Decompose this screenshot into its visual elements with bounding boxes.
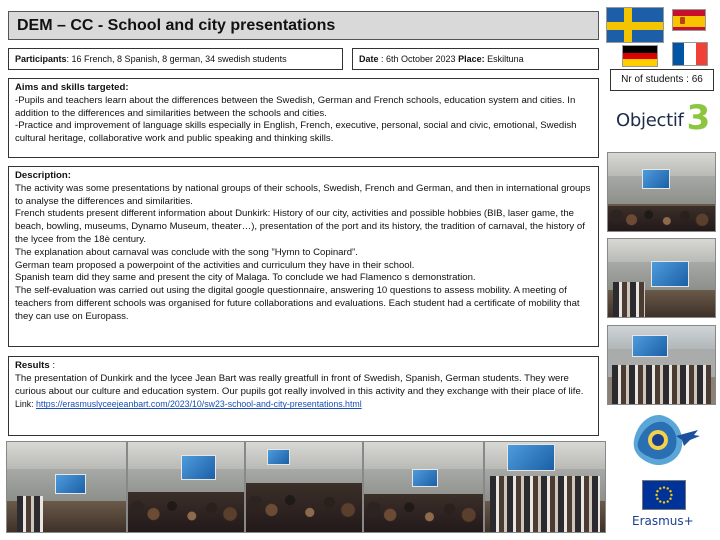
results-link-line: [15, 398, 592, 411]
student-count-box: Nr of students : 66: [610, 69, 714, 91]
erasmus-plus-logo: Erasmus+: [632, 514, 694, 528]
description-paragraph: The self-evaluation was carried out using the digital google questionnaire, answering 10 questions to assess mobility. A meeting of teachers from different schools was organised for future collaborations and evaluations. Each student had a certificate of mobility that they can use on Europass.: [15, 285, 580, 322]
participants-value: : 16 French, 8 Spanish, 8 german, 34 swedish students: [66, 54, 287, 64]
aims-line: -Practice and improvement of language skills especially in English, French, executive, personal, social and civic, emotional, Swedish cultural heritage, collaborative work and public speaking and thinking skills.: [15, 120, 577, 145]
germany-flag: [622, 45, 658, 67]
aims-box: [8, 78, 599, 158]
results-heading-suffix: :: [49, 360, 55, 371]
description-paragraph: Spanish team did they same and present the city of Malaga. To conclude we had Flamenco s demonstration.: [15, 272, 476, 284]
description-heading: Description:: [15, 170, 71, 181]
participants-label: Participants: [15, 54, 67, 64]
photo-bottom-4: [363, 441, 484, 533]
description-paragraph: French students present different information about Dunkirk: History of our city, activities and possible hobbies (BIB, laser game, the beach, bowling, museums, Dynamo Museum, theater…), presentation of the port and its history, the tradition of carnaval, the history of the lycee from the 18è century.: [15, 208, 585, 245]
description-box: [8, 166, 599, 347]
link-label: Link:: [15, 399, 37, 410]
photo-bottom-1: [6, 441, 127, 533]
description-paragraph: The activity was some presentations by national groups of their schools, Swedish, French and German, and then in international groups to analyse the differences and similarities.: [15, 182, 591, 207]
place-label: Place:: [458, 54, 485, 64]
objectif-3-logo: [616, 100, 710, 136]
description-paragraph: German team proposed a powerpoint of the activities and curriculum they have in their school.: [15, 259, 415, 271]
spain-flag: [672, 9, 706, 31]
participants-box: [8, 48, 343, 70]
results-text: The presentation of Dunkirk and the lycee Jean Bart was really greatfull in front of Swedish, Spanish, German students. They were curious about our culture and education system. Our pupils got really involved in this activity and they exchange with their place of life.: [15, 372, 584, 397]
objectif-word: Objectif: [616, 110, 684, 131]
photo-classroom-presentation-1: [607, 152, 716, 232]
page-title: DEM – CC - School and city presentations: [17, 17, 336, 34]
france-flag: [672, 42, 708, 66]
date-value: : 6th October 2023: [378, 54, 459, 64]
date-box: [352, 48, 599, 70]
eu-flag: [642, 480, 686, 510]
results-box: [8, 356, 599, 436]
aims-line: -Pupils and teachers learn about the differences between the Swedish, German and French schools, education system and cities. In addition to the differences and similarities between the schools and cities.: [15, 94, 576, 119]
results-heading: Results: [15, 360, 50, 371]
date-label: Date: [359, 54, 379, 64]
results-link[interactable]: https://erasmuslyceejeanbart.com/2023/10/sw23-school-and-city-presentations.html: [36, 399, 362, 410]
photo-group-students: [607, 325, 716, 405]
aims-heading: Aims and skills targeted:: [15, 82, 129, 93]
description-paragraph: The explanation about carnaval was conclude with the song ”Hymn to Copinard”.: [15, 246, 358, 258]
place-value: Eskiltuna: [484, 54, 524, 64]
results-heading-line: [15, 360, 592, 373]
erasmus-project-emblem: [624, 410, 702, 472]
sweden-flag: [606, 7, 664, 43]
title-box: [8, 11, 599, 40]
photo-bottom-5: [484, 441, 606, 533]
photo-bottom-2: [127, 441, 245, 533]
photo-bottom-3: [245, 441, 363, 533]
photo-classroom-presentation-2: [607, 238, 716, 318]
objectif-number: 3: [686, 98, 711, 138]
